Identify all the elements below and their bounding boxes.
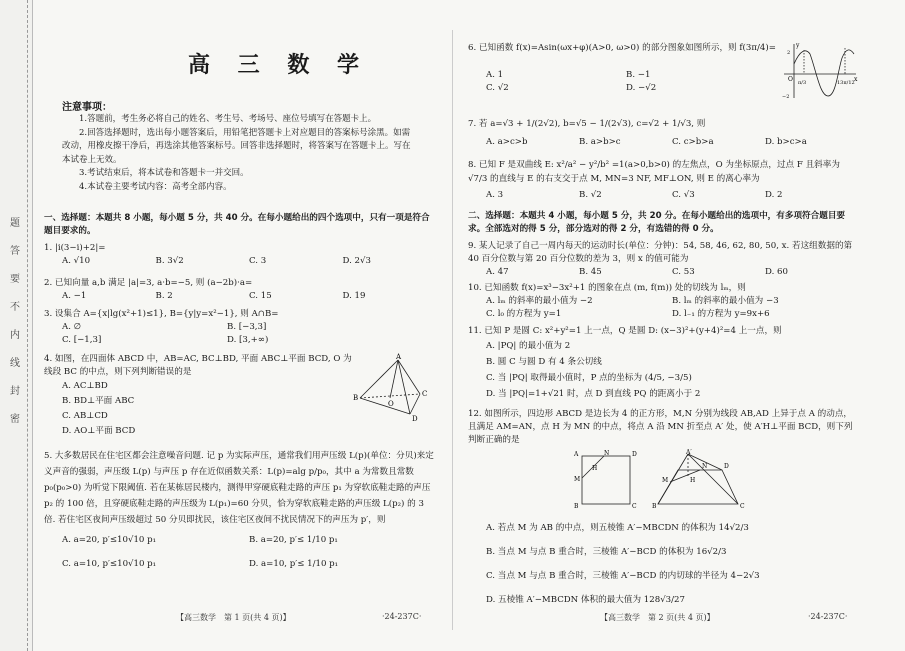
label-m: M bbox=[662, 477, 669, 484]
section-1-heading bbox=[44, 212, 436, 238]
option-c: C. l₀ 的方程为 y=1 bbox=[486, 309, 562, 319]
folded-pyramid-figure bbox=[650, 448, 750, 508]
label-b: B bbox=[652, 503, 657, 508]
option-c: C. [−1,3] bbox=[62, 335, 102, 345]
edge bbox=[688, 454, 738, 504]
options bbox=[468, 295, 858, 321]
square-figure bbox=[570, 448, 640, 508]
option-a: A. 47 bbox=[486, 267, 509, 277]
question-4 bbox=[44, 353, 354, 439]
question-stem: 1. |i(3−i)+2|= bbox=[44, 243, 106, 253]
question-stem: 4. 如图，在四面体 ABCD 中，AB=AC, BC⊥BD, 平面 ABC⊥平面 BCD, O 为线段 BC 的中点，则下列判断错误的是 bbox=[44, 354, 352, 377]
question-6 bbox=[468, 42, 783, 95]
notice-item: 1.答题前，考生务必将自己的姓名、考生号、考场号、座位号填写在答题卡上。 bbox=[79, 114, 377, 124]
option-c: C. AB⊥CD bbox=[62, 411, 108, 421]
binding-margin bbox=[0, 0, 33, 651]
question-2 bbox=[44, 277, 436, 303]
question-stem: 12. 如图所示，四边形 ABCD 是边长为 4 的正方形，M,N 分别为线段 AB,AD 上异于点 A 的动点，且满足 AM=AN，点 H 为 MN 的中点，将点 A 沿 MN 折至点 A′ 处，使 A′H⊥平面 BCD，则下列判断正确的是 bbox=[468, 409, 853, 445]
notice-item: 3.考试结束后，将本试卷和答题卡一并交回。 bbox=[79, 168, 249, 178]
option-a: A. −1 bbox=[62, 291, 87, 301]
option-d: D. b>c>a bbox=[765, 137, 807, 147]
option-d: D. 五棱锥 A′−MBCDN 体积的最大值为 128√3/27 bbox=[486, 595, 685, 605]
option-c: C. a=10, p′≤10√10 p₁ bbox=[62, 559, 157, 569]
option-c: C. √3 bbox=[672, 190, 695, 200]
option-c: C. 53 bbox=[672, 267, 695, 277]
edge bbox=[398, 360, 420, 394]
option-d: D. l₋₁ 的方程为 y=9x+6 bbox=[672, 309, 770, 319]
edge bbox=[410, 394, 420, 414]
label-pi-third: π/3 bbox=[798, 80, 807, 86]
options bbox=[44, 379, 354, 439]
binding-char: 封 bbox=[10, 386, 20, 397]
option-c: C. √2 bbox=[486, 83, 509, 93]
label-neg-2: −2 bbox=[782, 94, 790, 100]
edge bbox=[398, 360, 410, 414]
exam-title: 高 三 数 学 bbox=[188, 53, 369, 78]
label-c: C bbox=[632, 503, 637, 508]
option-a: A. 3 bbox=[486, 190, 504, 200]
label-a: A bbox=[574, 451, 579, 458]
footer-left: 【高三数学 第 1 页(共 4 页)】 bbox=[176, 613, 291, 622]
question-stem: 5. 大多数居民在住宅区都会注意噪音问题. 记 p 为实际声压，通常我们用声压级 L(p)(单位：分贝)来定义声音的强弱，声压级 L(p) 与声压 p 存在近似函数关系：L(p)=alg p/p₀，其中 a 为常数且常数 p₀(p₀>0) 为听觉下限阈值. 若在某栋居民楼内，测得甲穿硬底鞋走路的声压 p₁ 为穿软底鞋走路的声压 p₂ 的 100 倍，且穿硬底鞋走路的声压级为 L(p₁)=60 分贝，恰为穿软底鞋走路的声压级 L(p₂) 的 3 倍. 若住宅区夜间声压级超过 50 分贝即扰民，该住宅区夜间不扰民情况下的声压为 p′，则 bbox=[44, 451, 434, 525]
binding-text bbox=[6, 210, 24, 434]
option-a: A. √10 bbox=[62, 256, 91, 266]
option-d: D. AO⊥平面 BCD bbox=[62, 426, 136, 436]
label-a-prime: A′ bbox=[686, 449, 692, 456]
question-12-options bbox=[468, 516, 858, 612]
label-m: M bbox=[574, 476, 581, 483]
options bbox=[44, 321, 392, 347]
question-stem: 8. 已知 F 是双曲线 E: x²/a² − y²/b² =1(a>0,b>0) 的左焦点，O 为坐标原点，过点 F 且斜率为 √7/3 的直线与 E 的右支交于点 M, MN=3 NF, MF⊥ON, 则 E 的离心率为 bbox=[468, 160, 840, 184]
edge bbox=[360, 398, 410, 414]
tetrahedron-figure bbox=[352, 352, 432, 422]
option-d: D. 2 bbox=[765, 190, 783, 200]
binding-char: 密 bbox=[10, 414, 20, 425]
options bbox=[468, 516, 858, 612]
question-stem: 7. 若 a=√3 + 1/(2√2), b=√5 − 1/(2√3), c=√2 + 1/√3, 则 bbox=[468, 119, 706, 129]
option-d: D. 当 |PQ|=1+√21 时，点 D 到直线 PQ 的距离小于 2 bbox=[486, 389, 701, 399]
binding-char: 不 bbox=[10, 302, 20, 313]
option-a: A. ∅ bbox=[62, 322, 82, 332]
option-b: B. BD⊥平面 ABC bbox=[62, 396, 135, 406]
section-2-heading bbox=[468, 210, 858, 236]
question-7 bbox=[468, 118, 858, 149]
binding-char: 线 bbox=[10, 358, 20, 369]
question-8 bbox=[468, 158, 858, 202]
option-a: A. a>c>b bbox=[486, 137, 528, 147]
option-c: C. 15 bbox=[249, 291, 272, 301]
label-d: D bbox=[412, 415, 418, 422]
square-abcd bbox=[582, 456, 630, 504]
option-a: A. a=20, p′≤10√10 p₁ bbox=[62, 535, 157, 545]
question-12 bbox=[468, 408, 858, 447]
label-x: x bbox=[854, 76, 858, 83]
option-d: D. 19 bbox=[342, 291, 366, 301]
edge bbox=[390, 360, 398, 398]
option-a: A. lₘ 的斜率的最小值为 −2 bbox=[486, 296, 593, 306]
sine-graph-figure bbox=[780, 40, 860, 102]
edge bbox=[360, 360, 398, 398]
section-1-text: 一、选择题：本题共 8 小题，每小题 5 分，共 40 分。在每小题给出的四个选项中，只有一项是符合题目要求的。 bbox=[44, 213, 430, 236]
option-b: B. −1 bbox=[626, 70, 651, 80]
option-b: B. 当点 M 与点 B 重合时，三棱锥 A′−BCD 的体积为 16√2/3 bbox=[486, 547, 727, 557]
options bbox=[44, 290, 436, 303]
option-d: D. a=10, p′≤ 1/10 p₁ bbox=[249, 559, 339, 569]
question-3 bbox=[44, 308, 436, 347]
option-b: B. 2 bbox=[155, 291, 173, 301]
binding-char: 内 bbox=[10, 330, 20, 341]
label-c: C bbox=[740, 503, 745, 508]
label-d: D bbox=[724, 463, 729, 470]
binding-char: 答 bbox=[10, 246, 20, 257]
label-b: B bbox=[353, 394, 359, 402]
base-plane bbox=[658, 470, 738, 504]
options bbox=[468, 266, 858, 279]
label-origin: O bbox=[788, 76, 793, 83]
page-divider bbox=[452, 30, 453, 630]
footer-right-code: ·24-237C· bbox=[808, 612, 848, 621]
option-a: A. |PQ| 的最小值为 2 bbox=[486, 341, 571, 351]
binding-dashed-line bbox=[27, 0, 28, 651]
question-5 bbox=[44, 448, 436, 576]
label-b: B bbox=[574, 503, 579, 508]
question-11 bbox=[468, 324, 858, 402]
option-b: B. 3√2 bbox=[155, 256, 184, 266]
option-b: B. 圆 C 与圆 D 有 4 条公切线 bbox=[486, 357, 602, 367]
question-stem: 10. 已知函数 f(x)=x³−3x²+1 的图象在点 (m, f(m)) 处的切线为 lₘ，则 bbox=[468, 283, 746, 293]
label-a: A bbox=[396, 353, 402, 361]
question-stem: 9. 某人记录了自己一周内每天的运动时长(单位：分钟)：54, 58, 46, 62, 80, 50, x. 若这组数据的第 40 百分位数与第 20 百分位数的差为 3，则 x 的值可能为 bbox=[468, 241, 853, 264]
option-b: B. lₘ 的斜率的最小值为 −3 bbox=[672, 296, 779, 306]
options bbox=[468, 188, 858, 202]
option-b: B. a=20, p′≤ 1/10 p₁ bbox=[249, 535, 338, 545]
options bbox=[468, 69, 766, 95]
notice-item: 2.回答选择题时，选出每小题答案后，用铅笔把答题卡上对应题目的答案标号涂黑。如需改动，用橡皮擦干净后，再选涂其他答案标号。回答非选择题时，将答案写在答题卡上。写在本试卷上无效。 bbox=[62, 127, 411, 165]
option-d: D. [3,+∞) bbox=[227, 335, 269, 345]
notice-heading: 注意事项： bbox=[62, 102, 112, 113]
options bbox=[468, 136, 858, 149]
notice-item: 4.本试卷主要考试内容：高考全部内容。 bbox=[79, 181, 232, 192]
option-b: B. √2 bbox=[579, 190, 602, 200]
option-d: D. 2√3 bbox=[342, 256, 371, 266]
label-c: C bbox=[422, 390, 428, 398]
question-1 bbox=[44, 242, 436, 268]
option-c: C. 3 bbox=[249, 256, 267, 266]
option-b: B. 45 bbox=[579, 267, 602, 277]
label-13pi-12: 13π/12 bbox=[837, 80, 855, 86]
label-h: H bbox=[690, 477, 696, 484]
options bbox=[44, 255, 436, 268]
question-9 bbox=[468, 240, 858, 279]
options bbox=[44, 528, 436, 576]
label-n: N bbox=[604, 450, 610, 457]
notice-block bbox=[62, 113, 412, 194]
option-d: D. −√2 bbox=[626, 83, 657, 93]
question-10 bbox=[468, 282, 858, 321]
label-n: N bbox=[702, 463, 708, 470]
option-c: C. 当 |PQ| 取得最小值时，P 点的坐标为 (4/5, −3/5) bbox=[486, 373, 692, 383]
question-stem: 6. 已知函数 f(x)=Asin(ωx+φ)(A>0, ω>0) 的部分图象如图所示，则 f(3π/4)= bbox=[468, 43, 776, 53]
option-a: A. 1 bbox=[486, 70, 504, 80]
option-a: A. 若点 M 为 AB 的中点，则五棱锥 A′−MBCDN 的体积为 14√2/3 bbox=[486, 523, 749, 533]
option-b: B. a>b>c bbox=[579, 137, 621, 147]
label-d: D bbox=[632, 451, 637, 458]
binding-char: 题 bbox=[10, 218, 20, 229]
section-2-text: 二、选择题：本题共 4 小题，每小题 5 分，共 20 分。在每小题给出的选项中，有多项符合题目要求。全部选对的得 5 分，部分选对的得 2 分，有选错的得 0 分。 bbox=[468, 211, 846, 234]
label-2: 2 bbox=[787, 50, 791, 56]
label-o: O bbox=[388, 400, 394, 408]
question-stem: 2. 已知向量 a,b 满足 |a|=3, a·b=−5, 则 (a−2b)·a= bbox=[44, 278, 253, 288]
footer-right: 【高三数学 第 2 页(共 4 页)】 bbox=[600, 613, 715, 622]
binding-char: 要 bbox=[10, 274, 20, 285]
option-a: A. AC⊥BD bbox=[62, 381, 108, 391]
option-b: B. [−3,3] bbox=[227, 322, 267, 332]
footer-left-code: ·24-237C· bbox=[382, 612, 422, 621]
option-d: D. 60 bbox=[765, 267, 788, 277]
label-h: H bbox=[592, 465, 598, 472]
option-c: C. c>b>a bbox=[672, 137, 714, 147]
question-stem: 11. 已知 P 是圆 C: x²+y²=1 上一点，Q 是圆 D: (x−3)²+(y+4)²=4 上一点，则 bbox=[468, 326, 782, 336]
options bbox=[468, 338, 858, 402]
label-y: y bbox=[796, 42, 800, 49]
option-c: C. 当点 M 与点 B 重合时，三棱锥 A′−BCD 的内切球的半径为 4−2√3 bbox=[486, 571, 760, 581]
question-stem: 3. 设集合 A={x|lg(x²+1)≤1}, B={y|y=x²−1}, 则 A∩B= bbox=[44, 309, 279, 319]
